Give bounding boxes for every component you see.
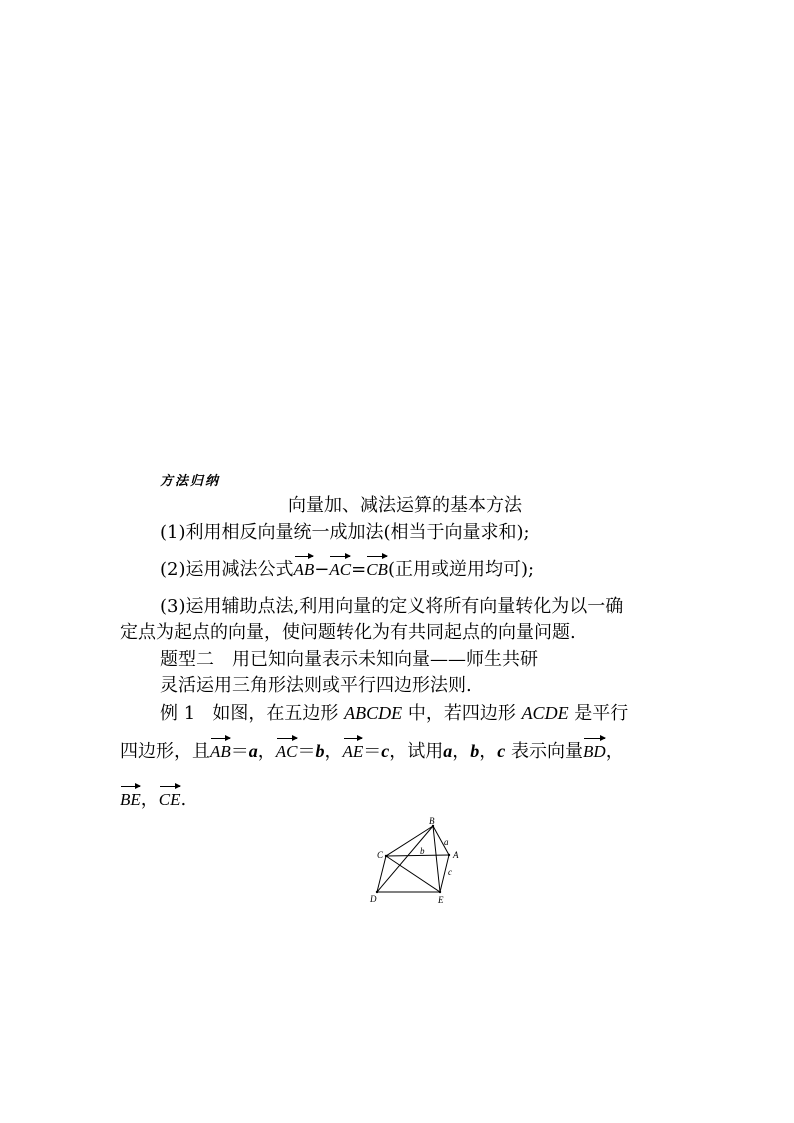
method-item-3-line2: 定点为起点的向量，使问题转化为有共同起点的向量问题. xyxy=(120,622,576,643)
comma: ， xyxy=(257,741,276,762)
example-text: 表示向量 xyxy=(511,741,584,762)
comma: ， xyxy=(324,741,343,762)
equals-sign: ＝ xyxy=(297,741,316,762)
type2-description: 灵活运用三角形法则或平行四边形法则. xyxy=(160,675,472,696)
point-d xyxy=(376,891,378,893)
label-vector-b: b xyxy=(420,846,425,856)
equals-sign: = xyxy=(351,559,367,580)
type2-heading: 题型二 用已知向量表示未知向量——师生共研 xyxy=(160,649,538,670)
vector-c: c xyxy=(497,741,506,761)
vector-ce: CE xyxy=(159,784,181,812)
segment-ca xyxy=(386,855,449,856)
label-vector-c: c xyxy=(448,867,452,877)
vector-ab: AB xyxy=(294,554,315,582)
vector-b: b xyxy=(315,741,325,761)
vector-ac: AC xyxy=(329,554,351,582)
method-item-3-line1: (3)运用辅助点法,利用向量的定义将所有向量转化为以一确 xyxy=(160,596,624,617)
example-text: 是平行 xyxy=(574,703,629,724)
comma: ， xyxy=(452,741,471,762)
example-text: 中，若四边形 xyxy=(407,703,516,724)
vector-a: a xyxy=(248,741,258,761)
vector-c: c xyxy=(381,741,390,761)
equals-sign: ＝ xyxy=(230,741,249,762)
equals-sign: ＝ xyxy=(363,741,382,762)
item2-prefix: (2)运用减法公式 xyxy=(160,559,294,580)
minus-sign: − xyxy=(314,559,330,580)
label-e: E xyxy=(438,895,444,905)
method-heading: 方法归纳 xyxy=(160,474,221,489)
example-text: 如图，在五边形 xyxy=(212,703,339,724)
label-c: C xyxy=(377,850,384,860)
period: . xyxy=(180,789,187,810)
segment-ce xyxy=(386,856,440,892)
method-item-2 xyxy=(160,554,534,582)
quadrilateral-name: ACDE xyxy=(521,703,569,723)
point-c xyxy=(385,855,387,857)
vector-ae: AE xyxy=(343,736,364,764)
example-text: 四边形，且 xyxy=(120,741,210,762)
vector-cb: CB xyxy=(366,554,388,582)
comma: ， xyxy=(140,789,159,810)
pentagon-name: ABCDE xyxy=(344,703,403,723)
example-line-2 xyxy=(120,736,624,764)
example-label: 例 1 xyxy=(160,703,196,724)
vector-b: b xyxy=(470,741,480,761)
vector-ab: AB xyxy=(210,736,231,764)
vector-bd: BD xyxy=(583,736,606,764)
example-text: ，试用 xyxy=(389,741,444,762)
item2-suffix: (正用或逆用均可); xyxy=(387,559,535,580)
method-item-1: (1)利用相反向量统一成加法(相当于向量求和); xyxy=(160,522,530,543)
label-b: B xyxy=(429,816,435,826)
method-title: 向量加、减法运算的基本方法 xyxy=(288,495,522,516)
label-vector-a: a xyxy=(444,837,449,847)
point-a xyxy=(448,854,450,856)
pentagon-outline xyxy=(377,826,449,892)
example-line-3 xyxy=(120,784,186,812)
comma: ， xyxy=(479,741,498,762)
vector-a: a xyxy=(443,741,453,761)
point-e xyxy=(439,891,441,893)
label-d: D xyxy=(370,894,377,904)
comma: ， xyxy=(605,741,624,762)
label-a: A xyxy=(453,850,459,860)
example-line-1 xyxy=(160,701,628,726)
pentagon-figure xyxy=(362,815,472,910)
vector-ac: AC xyxy=(276,736,298,764)
vector-be: BE xyxy=(120,784,141,812)
